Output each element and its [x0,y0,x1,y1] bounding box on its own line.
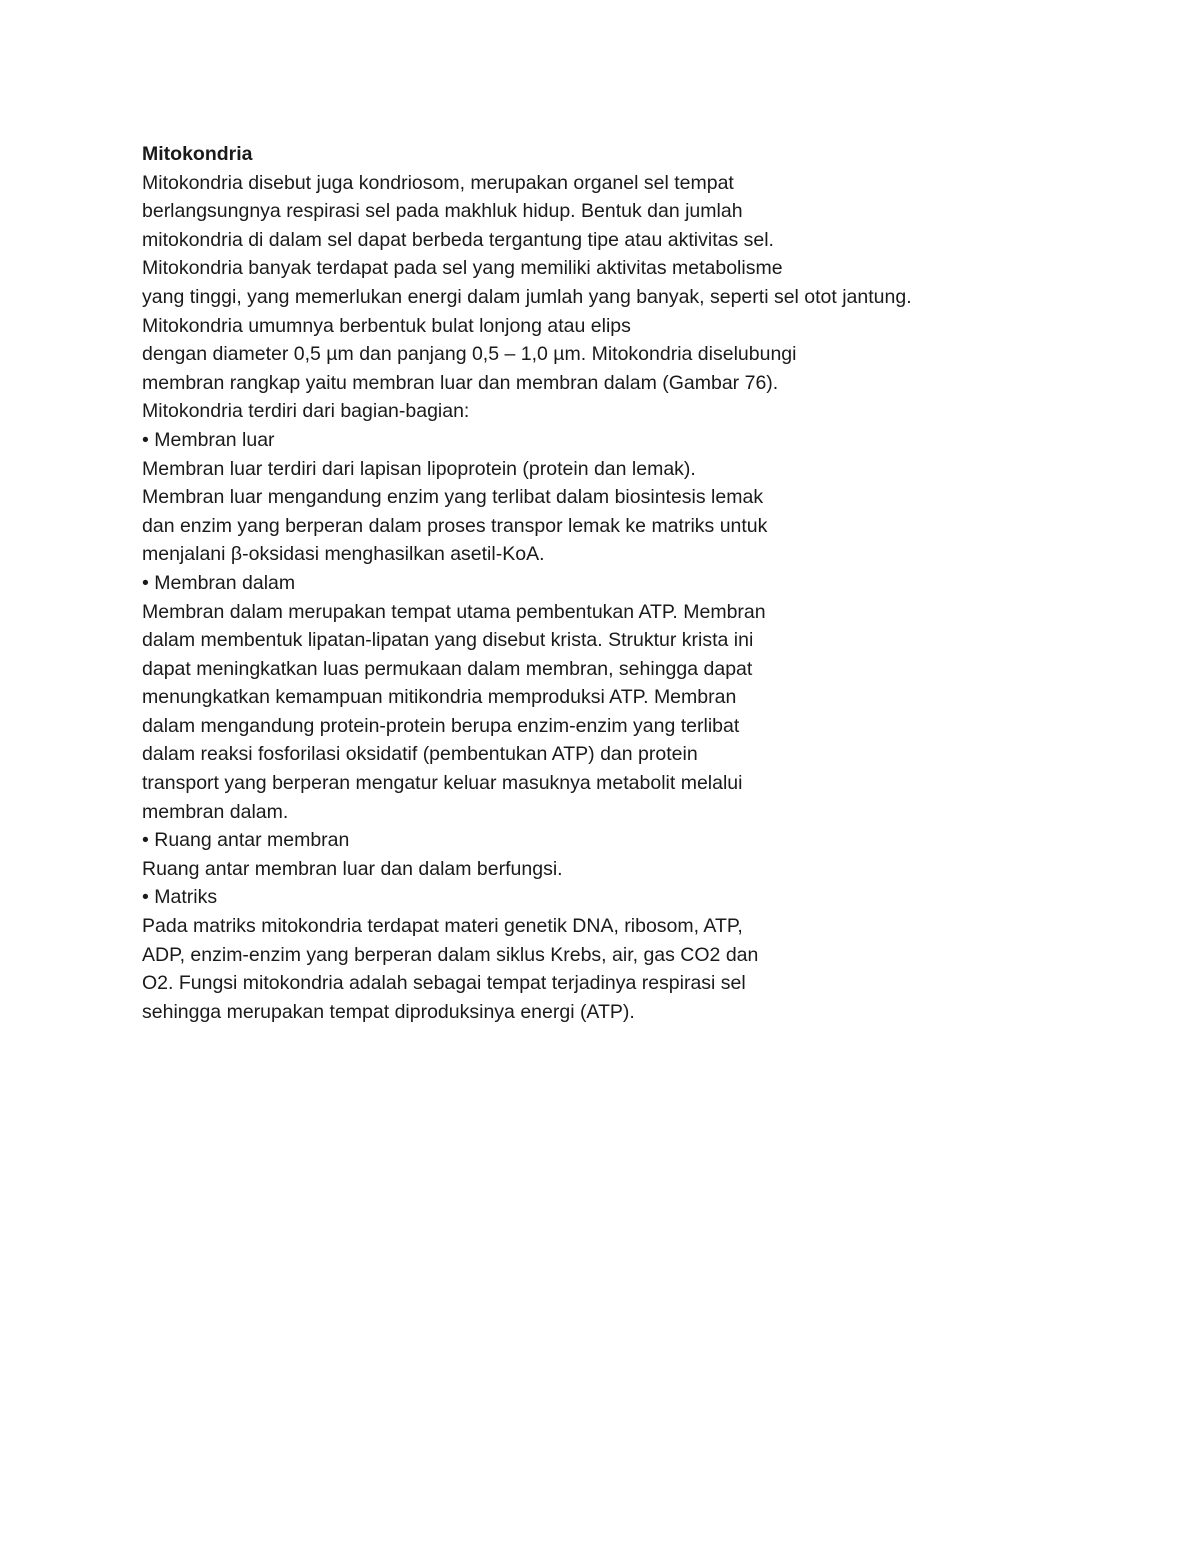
text-line: O2. Fungsi mitokondria adalah sebagai tempat terjadinya respirasi sel [142,972,746,995]
text-line: menjalani β-oksidasi menghasilkan asetil-KoA. [142,543,545,566]
text-line: membran rangkap yaitu membran luar dan membran dalam (Gambar 76). [142,371,779,394]
text-line: dalam mengandung protein-protein berupa enzim-enzim yang terlibat [142,714,740,737]
text-line: dan enzim yang berperan dalam proses transpor lemak ke matriks untuk [142,514,768,537]
bullet-heading-membran-dalam: • Membran dalam [142,571,296,594]
text-line: Membran luar mengandung enzim yang terlibat dalam biosintesis lemak [142,486,764,509]
document-body [142,140,1062,1026]
text-line: dengan diameter 0,5 µm dan panjang 0,5 – 1,0 µm. Mitokondria diselubungi [142,343,797,366]
bullet-heading-membran-luar: • Membran luar [142,428,275,451]
text-line: Membran dalam merupakan tempat utama pembentukan ATP. Membran [142,600,766,623]
text-line: Mitokondria terdiri dari bagian-bagian: [142,400,470,423]
text-line: dalam membentuk lipatan-lipatan yang disebut krista. Struktur krista ini [142,629,754,652]
text-line: menungkatkan kemampuan mitikondria memproduksi ATP. Membran [142,686,737,709]
text-line: Mitokondria banyak terdapat pada sel yang memiliki aktivitas metabolisme [142,257,783,280]
text-line: sehingga merupakan tempat diproduksinya energi (ATP). [142,1000,635,1023]
text-line: Membran luar terdiri dari lapisan lipoprotein (protein dan lemak). [142,457,696,480]
bullet-heading-ruang-antar-membran: • Ruang antar membran [142,829,350,852]
text-line: Mitokondria umumnya berbentuk bulat lonjong atau elips [142,314,631,337]
bullet-heading-matriks: • Matriks [142,886,218,909]
text-line: mitokondria di dalam sel dapat berbeda tergantung tipe atau aktivitas sel. [142,228,774,251]
text-line: Pada matriks mitokondria terdapat materi genetik DNA, ribosom, ATP, [142,915,743,938]
text-line: berlangsungnya respirasi sel pada makhluk hidup. Bentuk dan jumlah [142,200,743,223]
text-line: membran dalam. [142,800,289,823]
text-line: dalam reaksi fosforilasi oksidatif (pembentukan ATP) dan protein [142,743,698,766]
text-line: Ruang antar membran luar dan dalam berfungsi. [142,857,563,880]
text-line: transport yang berperan mengatur keluar masuknya metabolit melalui [142,772,743,795]
text-line: Mitokondria disebut juga kondriosom, merupakan organel sel tempat [142,171,734,194]
text-line: ADP, enzim-enzim yang berperan dalam siklus Krebs, air, gas CO2 dan [142,943,759,966]
document-title: Mitokondria [142,143,253,165]
text-line: yang tinggi, yang memerlukan energi dalam jumlah yang banyak, seperti sel otot jantung. [142,285,912,308]
text-line: dapat meningkatkan luas permukaan dalam membran, sehingga dapat [142,657,753,680]
